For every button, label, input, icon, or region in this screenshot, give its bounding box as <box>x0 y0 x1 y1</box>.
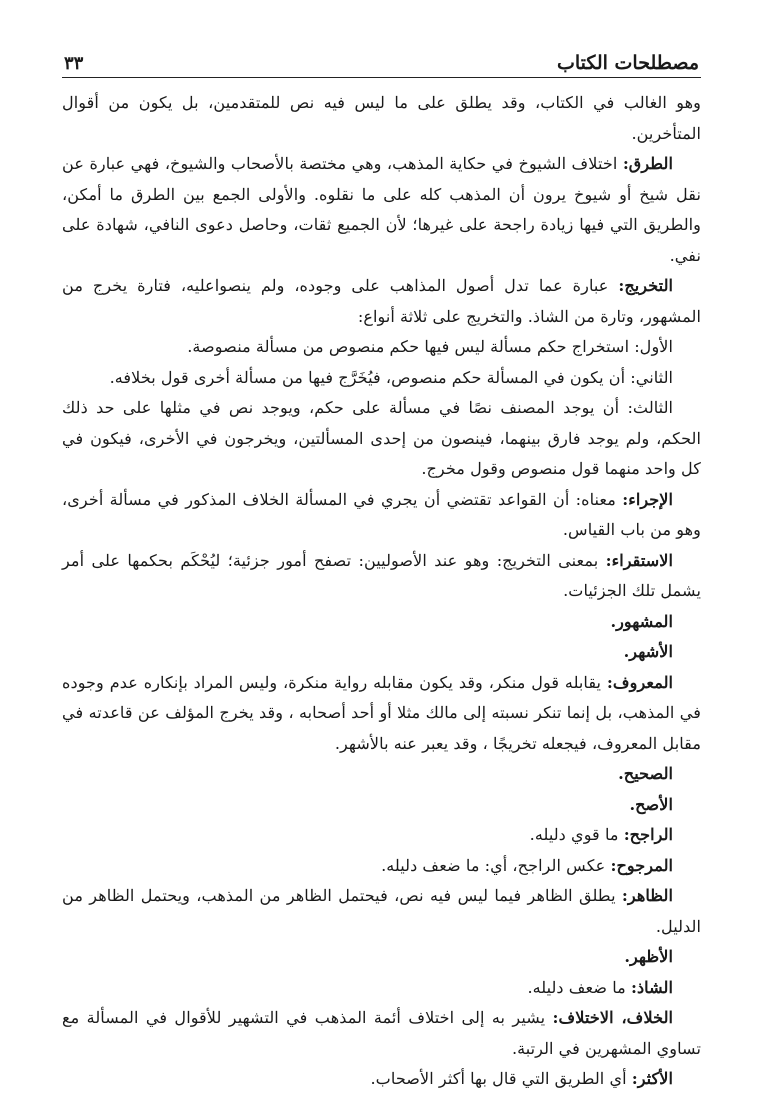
term-heading: الاستقراء: <box>605 550 673 570</box>
term-heading: الأشهر. <box>623 642 673 661</box>
paragraph-text: أي الطريق التي قال بها أكثر الأصحاب. <box>370 1069 632 1088</box>
paragraph <box>62 637 701 668</box>
term-heading: المرجوح: <box>610 855 673 875</box>
paragraph <box>62 851 701 882</box>
paragraph-text: عكس الراجح، أي: ما ضعف دليله. <box>381 855 611 875</box>
paragraph-text: الثاني: أن يكون في المسألة حكم منصوص، فيُخَرَّج فيها من مسألة أخرى قول بخلافه. <box>109 367 673 387</box>
paragraph-text: يطلق الظاهر فيما ليس فيه نص، فيحتمل الظاهر من المذهب، ويحتمل الظاهر من الدليل. <box>62 886 701 936</box>
term-heading: الطرق: <box>622 154 673 173</box>
term-heading: الأكثر: <box>631 1069 673 1088</box>
paragraph-text: يقابله قول منكر، وقد يكون مقابله رواية منكرة، وليس المراد بإنكاره عدم وجوده في المذهب، بل إنما تنكر نسبته إلى مالك مثلا أو أحد أصحابه ، وقد يخرج المؤلف عن قاعدته في مقابل المعروف، فيجعله تخريجًا ، وقد يعبر عنه بالأشهر. <box>62 672 701 753</box>
header-title: مصطلحات الكتاب <box>556 52 699 74</box>
paragraph <box>62 881 701 942</box>
paragraph <box>62 668 701 760</box>
page-number: ٣٣ <box>64 53 84 74</box>
paragraph <box>62 149 701 271</box>
paragraph-text: يشير به إلى اختلاف أئمة المذهب في التشهير للأقوال في المسألة مع تساوي المشهرين في الرتبة. <box>62 1008 701 1058</box>
paragraph <box>62 790 701 821</box>
paragraph <box>62 759 701 790</box>
paragraph-text: عبارة عما تدل أصول المذاهب على وجوده، ولم ينصواعليه، فتارة يخرج من المشهور، وتارة من الشاذ. والتخريج على ثلاثة أنواع: <box>62 276 701 326</box>
term-heading: الإجراء: <box>622 489 673 509</box>
paragraph <box>62 332 701 363</box>
term-heading: الظاهر: <box>621 886 673 905</box>
term-heading: الأصح. <box>629 794 673 814</box>
term-heading: الراجح: <box>623 825 673 844</box>
paragraph-text: الثالث: أن يوجد المصنف نصًا في مسألة على حكم، ويوجد نص في مثلها على حد ذلك الحكم، ولم يوجد فارق بينهما، فينصون من إحدى المسألتين، ويخرجون في الأخرى، فيكون في كل واحد منهما قول منصوص وقول مخرج. <box>62 398 701 478</box>
document-page <box>62 36 701 1088</box>
term-heading: التخريج: <box>618 276 673 295</box>
paragraph-text: معناه: أن القواعد تقتضي أن يجري في المسألة الخلاف المذكور في مسألة أخرى، وهو من باب القياس. <box>62 489 701 539</box>
paragraph <box>62 942 701 973</box>
term-heading: الأظهر. <box>624 947 673 966</box>
paragraph <box>62 363 701 394</box>
paragraph <box>62 546 701 607</box>
paragraph <box>62 1003 701 1064</box>
paragraph-text: الأول: استخراج حكم مسألة ليس فيها حكم منصوص من مسألة منصوصة. <box>187 337 673 356</box>
term-heading: الشاذ: <box>631 977 673 997</box>
term-heading: الخلاف، الاختلاف: <box>552 1008 673 1027</box>
term-heading: المعروف: <box>606 672 673 692</box>
paragraph-text: ما قوي دليله. <box>529 825 624 844</box>
paragraph <box>62 88 701 149</box>
paragraph <box>62 607 701 638</box>
page-body <box>62 88 701 1095</box>
paragraph <box>62 485 701 546</box>
paragraph <box>62 820 701 851</box>
paragraph-text: اختلاف الشيوخ في حكاية المذهب، وهي مختصة بالأصحاب والشيوخ، فهي عبارة عن نقل شيخ أو شيوخ يرون أن المذهب كله على ما نقلوه. والأولى الجمع بين الطرق ما أمكن، والطريق التي فيها زيادة راجحة على غيرها؛ لأن الجميع ثقات، وحاصل دعوى النافي، شهادة على نفي. <box>62 154 701 265</box>
paragraph <box>62 973 701 1004</box>
paragraph <box>62 393 701 485</box>
term-heading: الصحيح. <box>618 764 673 783</box>
paragraph-text: ما ضعف دليله. <box>527 977 631 997</box>
paragraph <box>62 271 701 332</box>
term-heading: المشهور. <box>610 611 673 631</box>
paragraph-text: بمعنى التخريج: وهو عند الأصوليين: تصفح أمور جزئية؛ ليُحْكَم بحكمها على أمر يشمل تلك الجزئيات. <box>62 550 701 600</box>
paragraph-text: وهو الغالب في الكتاب، وقد يطلق على ما ليس فيه نص للمتقدمين، بل يكون من أقوال المتأخرين. <box>62 93 701 143</box>
paragraph <box>62 1064 701 1095</box>
running-header <box>62 36 701 78</box>
